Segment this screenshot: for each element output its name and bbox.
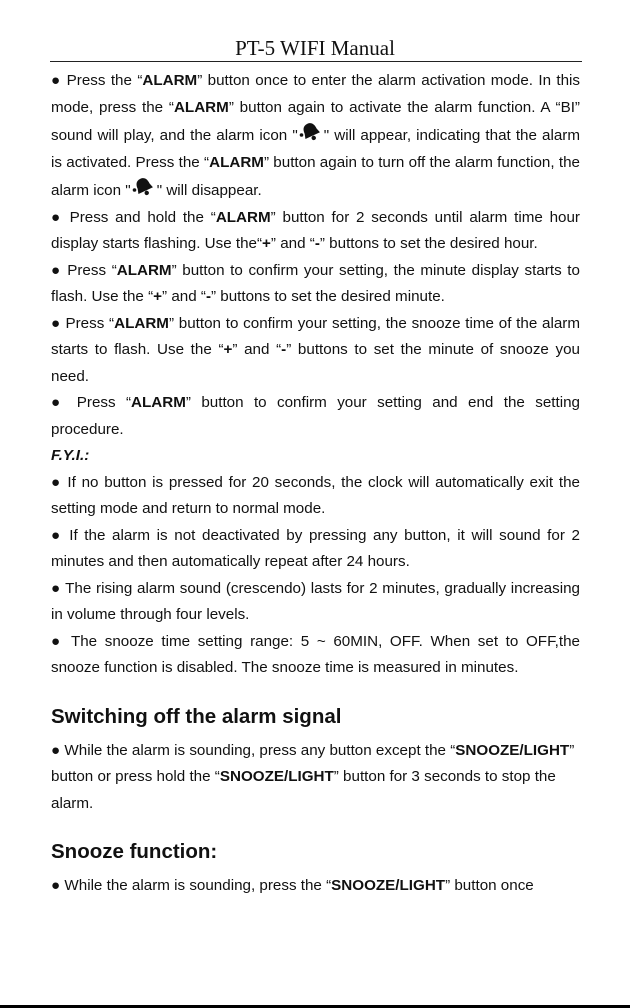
alarm-key-label: ALARM xyxy=(142,72,198,89)
plus-key-label: + xyxy=(223,341,233,358)
alarm-key-label: ALARM xyxy=(173,98,229,116)
note-item: ● The rising alarm sound (crescendo) lasts for 2 minutes, gradually increasing in volume through four levels. xyxy=(51,579,580,623)
page-content xyxy=(51,68,580,900)
page-header: PT-5 WIFI Manual xyxy=(235,36,395,60)
plus-key-label: + xyxy=(153,288,163,305)
snooze-light-key-label: SNOOZE/LIGHT xyxy=(455,741,570,759)
snooze-light-key-label: SNOOZE/LIGHT xyxy=(219,768,334,785)
note-item: ● If no button is pressed for 20 seconds, the clock will automatically exit the setting mode and return to normal mode. xyxy=(51,473,580,517)
paragraph-set-snooze: ● Press “ALARM” button to confirm your setting, the snooze time of the alarm starts to flash. Use the “+” and “-” buttons to set the minute of snooze you need. xyxy=(51,314,581,385)
alarm-key-label: ALARM xyxy=(116,261,172,279)
header-divider xyxy=(50,61,582,62)
paragraph-end-setting: ● Press “ALARM” button to confirm your setting and end the setting procedure. xyxy=(51,394,580,438)
alarm-key-label: ALARM xyxy=(209,153,264,171)
alarm-key-label: ALARM xyxy=(131,394,186,411)
section-heading-snooze: Snooze function: xyxy=(51,840,218,863)
paragraph-switch-off: ● While the alarm is sounding, press any button except the “SNOOZE/LIGHT” button or press hold the “SNOOZE/LIGHT” button for 3 seconds to stop the alarm. xyxy=(51,741,575,812)
alarm-bell-icon xyxy=(131,176,157,198)
fyi-heading: F.Y.I.: xyxy=(51,447,90,464)
snooze-light-key-label: SNOOZE/LIGHT xyxy=(331,877,446,894)
minus-key-label: - xyxy=(314,235,320,252)
alarm-key-label: ALARM xyxy=(215,208,271,226)
alarm-key-label: ALARM xyxy=(114,314,169,332)
paragraph-alarm-activation: ● Press the “ALARM” button once to enter the alarm activation mode. In this mode, press the “ALARM” button again to activate the alarm function. A “BI” sound will play, and the alarm icon " " will appear, indicating that the alarm is activated. Press the “ALARM” button again to turn off the alarm function, the alarm icon " " will disappear. xyxy=(51,72,581,199)
minus-key-label: - xyxy=(205,288,211,305)
minus-key-label: - xyxy=(281,341,287,358)
paragraph-set-hour: ● Press and hold the “ALARM” button for 2 seconds until alarm time hour display starts flashing. Use the“+” and “-” buttons to set the desired hour. xyxy=(51,208,580,252)
alarm-bell-icon xyxy=(298,121,324,143)
note-item: ● If the alarm is not deactivated by pressing any button, it will sound for 2 minutes and then automatically repeat after 24 hours. xyxy=(51,526,580,570)
note-item: ● The snooze time setting range: 5 ~ 60MIN, OFF. When set to OFF,the snooze function is disabled. The snooze time is measured in minutes. xyxy=(51,632,580,676)
paragraph-set-minute: ● Press “ALARM” button to confirm your setting, the minute display starts to flash. Use the “+” and “-” buttons to set the desired minute. xyxy=(51,261,580,305)
paragraph-snooze: ● While the alarm is sounding, press the “SNOOZE/LIGHT” button once xyxy=(51,877,534,894)
plus-key-label: + xyxy=(262,235,271,252)
section-heading-switch-off: Switching off the alarm signal xyxy=(51,704,342,728)
